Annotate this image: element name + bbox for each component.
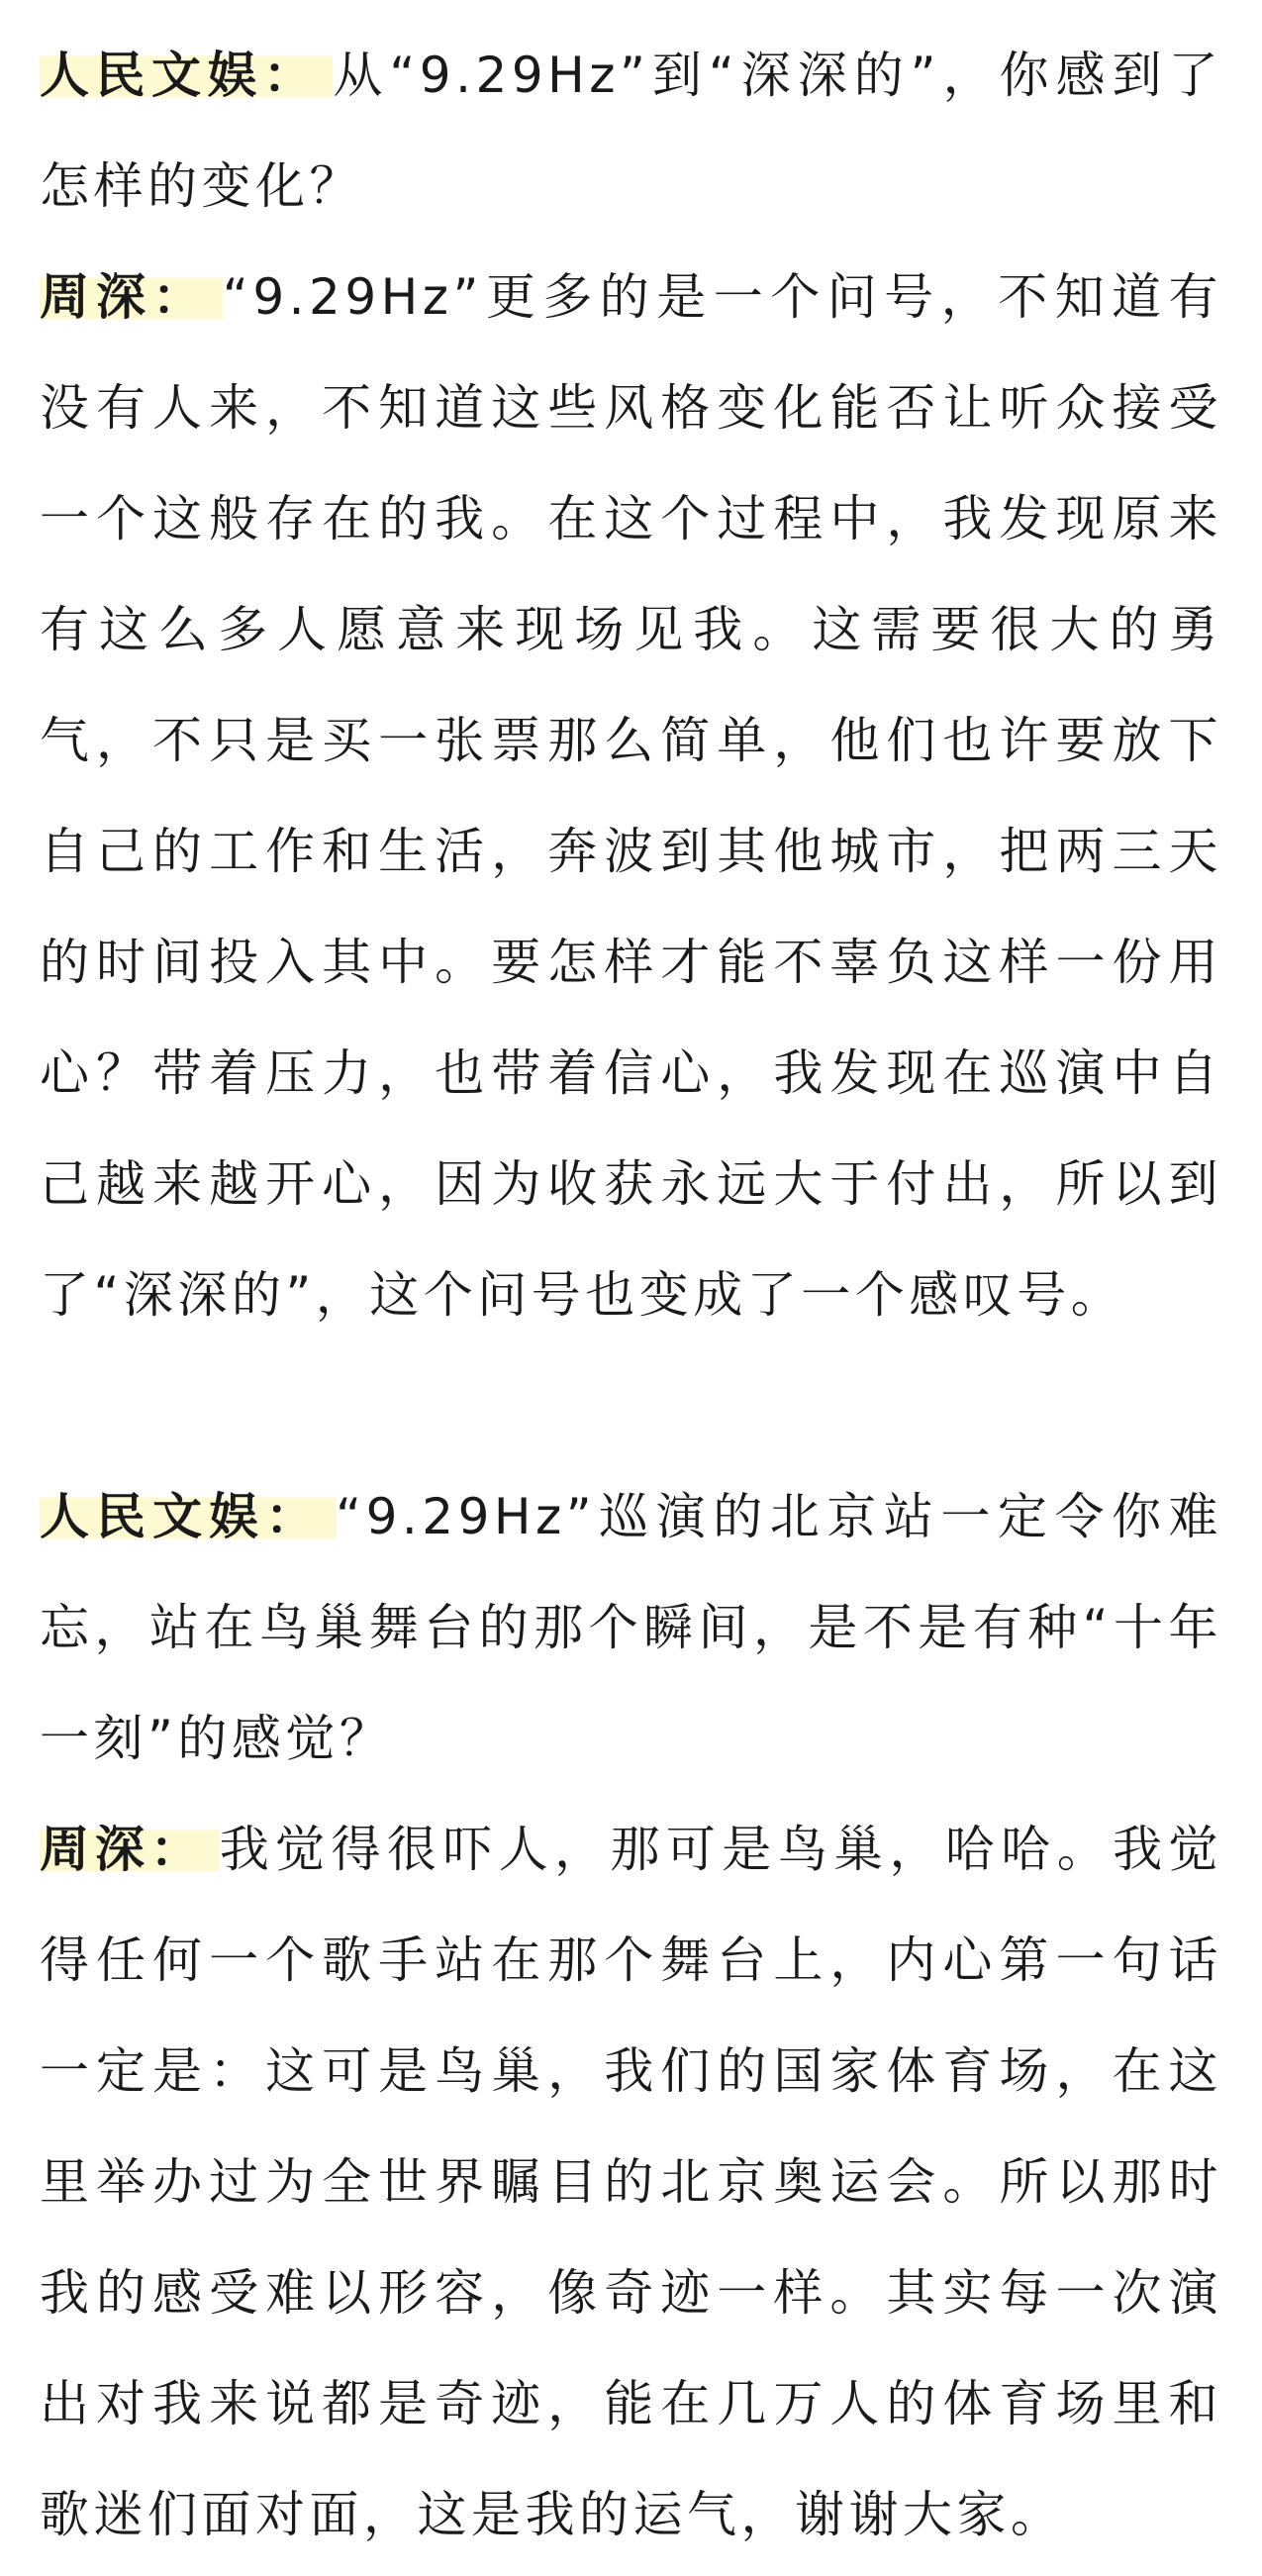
answer-text: “9.29Hz”更多的是一个问号，不知道有没有人来，不知道这些风格变化能否让听众接受一个这般存在的我。在这个过程中，我发现原来有这么多人愿意来现场见我。这需要很大的勇气，不只是买一张票那么简单，他们也许要放下自己的工作和生活，奔波到其他城市，把两三天的时间投入其中。要怎样才能不辜负这样一份用心？带着压力，也带着信心，我发现在巡演中自己越来越开心，因为收获永远大于付出，所以到了“深深的”，这个问号也变成了一个感叹号。: [40, 268, 1223, 1324]
question-paragraph: [40, 1461, 1222, 1794]
answer-paragraph: [40, 242, 1222, 1350]
interviewer-label: 人民文娱：: [40, 1488, 336, 1545]
question-text: “9.29Hz”巡演的北京站一定令你难忘，站在鸟巢舞台的那个瞬间，是不是有种“十年一刻”的感觉？: [40, 1488, 1223, 1767]
interviewer-label: 人民文娱：: [40, 47, 333, 104]
question-text: 从“9.29Hz”到“深深的”，你感到了怎样的变化？: [40, 47, 1222, 215]
interview-section-1: [40, 20, 1222, 1350]
interviewee-label: 周深：: [40, 1821, 220, 1878]
question-paragraph: [40, 20, 1222, 242]
interview-section-2: [40, 1461, 1222, 2570]
interview-article: [40, 20, 1222, 2570]
answer-paragraph: [40, 1794, 1222, 2570]
answer-text: 我觉得很吓人，那可是鸟巢，哈哈。我觉得任何一个歌手站在那个舞台上，内心第一句话一定是：这可是鸟巢，我们的国家体育场，在这里举办过为全世界瞩目的北京奥运会。所以那时我的感受难以形容，像奇迹一样。其实每一次演出对我来说都是奇迹，能在几万人的体育场里和歌迷们面对面，这是我的运气，谢谢大家。: [40, 1821, 1223, 2543]
interviewee-label: 周深：: [40, 268, 223, 326]
